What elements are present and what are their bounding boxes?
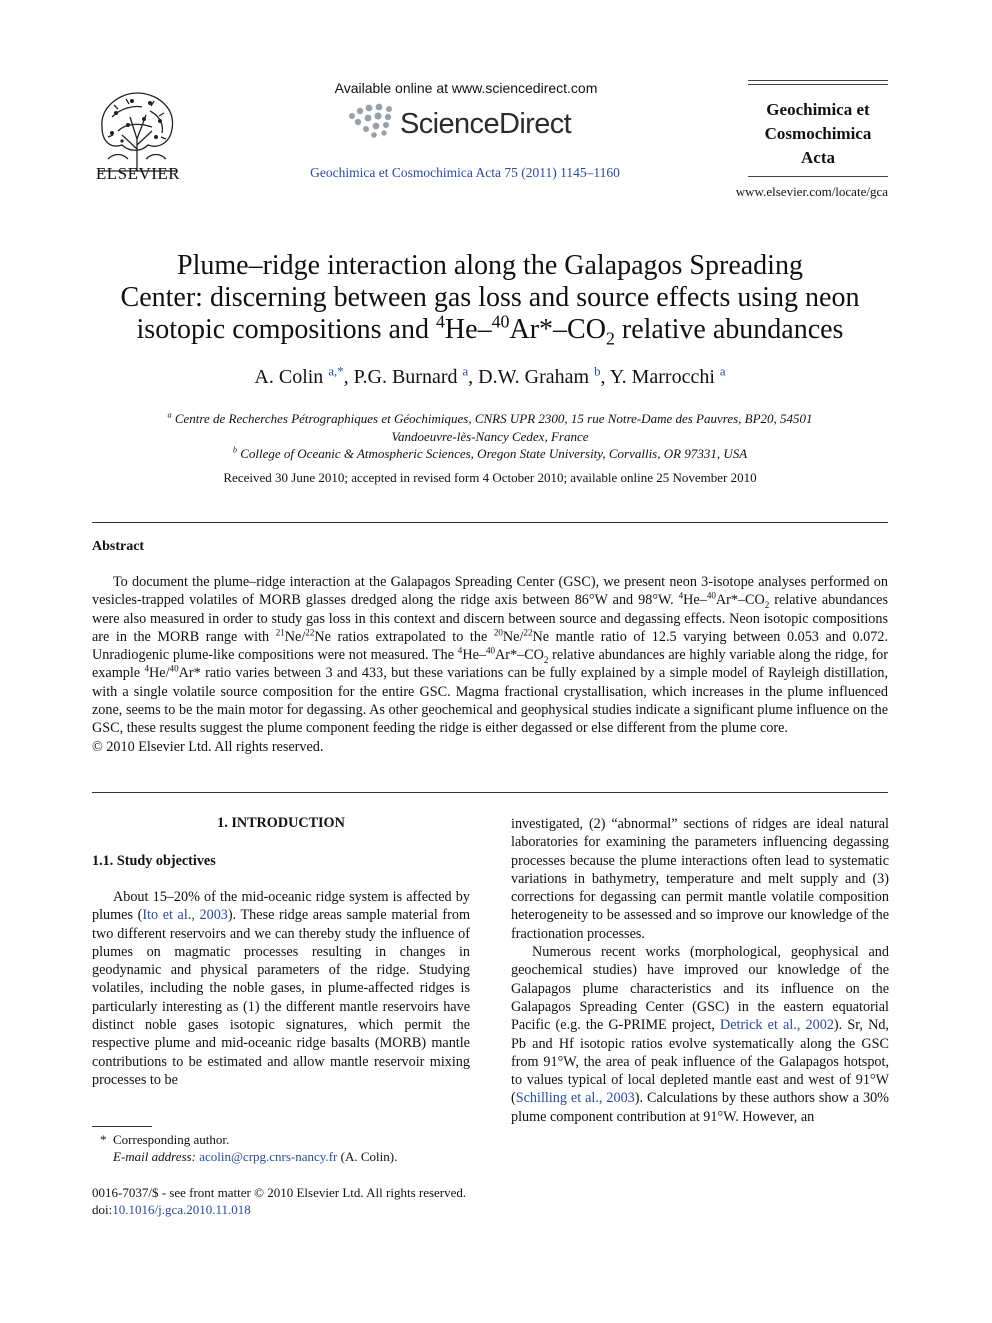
- article-title: Plume–ridge interaction along the Galapagos Spreading Center: discerning between gas loss and source effects using neon isotopic compositions and $^4He-^{40}Ar*-CO_2$ relative abundances: [120, 250, 860, 349]
- author-affiliation-mark[interactable]: a: [462, 364, 469, 379]
- journal-name: Geochimica et Cosmochimica Acta: [764, 100, 872, 167]
- section-heading: 1. INTRODUCTION: [217, 815, 345, 831]
- affiliation-a: $^a$ Centre de Recherches Pétrographiques et Géochimiques, CNRS UPR 2300, 15 rue Notre-Dame des Pauvres, BP20, 54501: [167, 410, 813, 426]
- author-affiliation-mark[interactable]: a: [719, 364, 726, 379]
- journal-reference-link[interactable]: Geochimica et Cosmochimica Acta 75 (2011) 1145–1160: [310, 165, 620, 180]
- right-column-text: investigated, (2) “abnormal” sections of ridges are ideal natural laboratories for examining the parameters influencing degassing processes because the plume interactions often lead to systematic variations in bathymetry, temperature and melt supply and (3) corrections for degassing can permit mantle volatile composition heterogeneity to be assessed and so improve our knowledge of the fractionation processes. Numerous recent works (morphological, geophysical and geochemical studies) have improved our knowledge of the Galapagos plume characteristics and its influence on the Galapagos Spreading Center (GSC) in the eastern equatorial Pacific (e.g. the G-PRIME project, Detrick et al., 2002). Sr, Nd, Pb and Hf isotopic ratios evolve systematically along the GSC from 91°W, the area of peak influence of the Galapagos hotspot, to values typical of local depleted mantle east and west of 91°W (Schilling et al., 2003). Calculations by these authors show a 30% plume component contribution at 91°W. However, an: [511, 816, 889, 1125]
- author-list: A. Colin $^{a,*}$, P.G. Burnard $^a$, D.W. Graham $^b$, Y. Marrocchi $^a$: [254, 364, 726, 388]
- author-affiliation-mark[interactable]: b: [594, 364, 601, 379]
- elsevier-wordmark: ELSEVIER: [95, 164, 181, 183]
- author-name: Y. Marrocchi: [609, 366, 715, 388]
- copyright-line: © 2010 Elsevier Ltd. All rights reserved.: [92, 738, 324, 755]
- corresponding-author-footnote: * Corresponding author. E-mail address: acolin@crpg.cnrs-nancy.fr (A. Colin).: [100, 1132, 398, 1164]
- author-affiliation-mark[interactable]: a,*: [328, 364, 344, 379]
- issn-doi: 0016-7037/$ - see front matter © 2010 Elsevier Ltd. All rights reserved. doi:10.1016/j.gca.2010.11.018: [92, 1185, 467, 1217]
- abstract-heading: Abstract: [92, 539, 145, 554]
- author-name: P.G. Burnard: [353, 366, 458, 388]
- author-email-link[interactable]: acolin@crpg.cnrs-nancy.fr: [199, 1149, 338, 1164]
- journal-url[interactable]: www.elsevier.com/locate/gca: [735, 184, 888, 199]
- author-name: D.W. Graham: [478, 366, 590, 388]
- affiliation-b: $^b$ College of Oceanic & Atmospheric Sciences, Oregon State University, Corvallis, OR 97331, USA: [232, 445, 748, 461]
- footnote-rule: [92, 1126, 152, 1127]
- article-dates: Received 30 June 2010; accepted in revised form 4 October 2010; available online 25 November 2010: [223, 470, 757, 485]
- affiliations: $^a$ Centre de Recherches Pétrographiques et Géochimiques, CNRS UPR 2300, 15 rue Notre-Dame des Pauvres, BP20, 54501 Vandoeuvre-lès-Nancy Cedex, France $^b$ College of Oceanic & Atmospheric Sciences, Oregon State University, Corvallis, OR 97331, USA: [92, 410, 888, 463]
- journal-name-box: [748, 80, 888, 180]
- left-column-text: About 15–20% of the mid-oceanic ridge system is affected by plumes (Ito et al., 2003). These ridge areas sample material from two different reservoirs and we can thereby study the influence of plumes on magmatic processes resulting in changes in geodynamic and physical parameters of the ridge. Studying volatiles, including the noble gases, in plume-affected ridges is particularly interesting as (1) the different mantle reservoirs have distinct noble gases isotopic signatures, which permit the respective plume and mid-oceanic ridge basalts (MORB) mantle contributions to be estimated and allow mantle reservoir mixing processes to be: [92, 889, 470, 1088]
- available-online-text: Available online at www.sciencedirect.com: [334, 80, 598, 96]
- divider: [92, 522, 888, 523]
- abstract-text: To document the plume–ridge interaction at the Galapagos Spreading Center (GSC), we present neon 3-isotope analyses performed on vesicles-trapped volatiles of MORB glasses dredged along the ridge axis between 86°W and 98°W. $^4He-^{40}Ar*-CO_2$ relative abundances were also measured in order to study gas loss in this context and discern between source and degassing effects. Neon isotopic compositions are in the MORB range with $^{21}$Ne/$^{22}$Ne ratios extrapolated to the $^{20}$Ne/$^{22}$Ne mantle ratio of 12.5 varying between 0.053 and 0.072. Unradiogenic plume-like compositions were not measured. The $^4He-^{40}Ar*-CO_2$ relative abundances are highly variable along the ridge, for example $^4$He/$^{40}$Ar* ratio varies between 3 and 433, but these variations can be fully explained by a simple model of Rayleigh distillation, with a single volatile source composition for the entire GSC. Magma fractional crystallisation, which increases in the plume influenced zone, seems to be the main motor for degassing. As other geochemical and geophysical studies indicate a significant plume influence on the GSC, these results suggest the plume component feeding the ridge is either degassed or else different from the plume core. © 2010 Elsevier Ltd. All rights reserved.: [92, 574, 889, 755]
- citation-link[interactable]: Detrick et al., 2002: [719, 1017, 834, 1034]
- doi-link[interactable]: 10.1016/j.gca.2010.11.018: [112, 1202, 251, 1217]
- author-name: A. Colin: [254, 366, 324, 388]
- citation-link[interactable]: Ito et al., 2003: [142, 907, 228, 924]
- subsection-heading: 1.1. Study objectives: [92, 853, 216, 869]
- citation-link[interactable]: Schilling et al., 2003: [515, 1090, 635, 1107]
- sciencedirect-logo: ScienceDirect: [400, 108, 572, 140]
- divider: [92, 792, 888, 793]
